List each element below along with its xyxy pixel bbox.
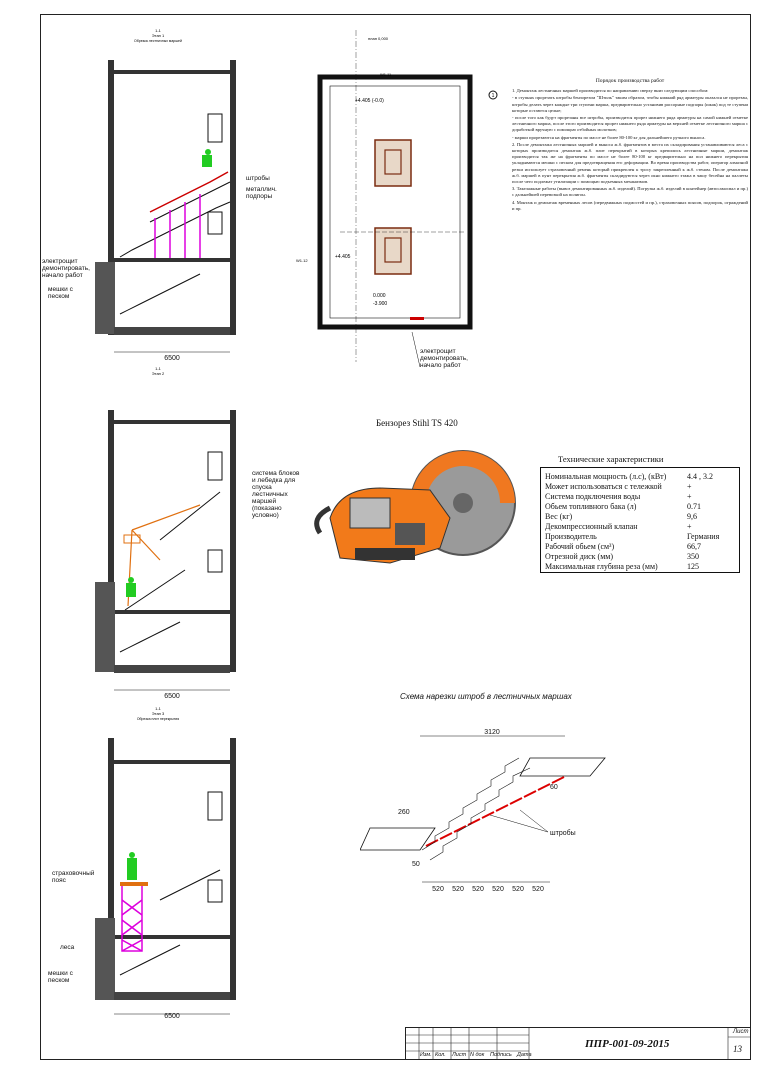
section-2-sub: Этап 2 xyxy=(151,371,165,376)
tb-col-kol: Кол. xyxy=(435,1052,446,1058)
section-3-label-belt: страховочный пояс xyxy=(52,870,95,884)
procedure-p6: 3. Такелажные работы (вывоз демонтированных ж.б. изделий). Погрузка ж.б. изделий в контейнер (автосамосвал и пр.) с дальнейшей перевозкой на полигон. xyxy=(512,186,748,198)
spec-key: Отрезной диск (мм) xyxy=(545,552,613,561)
scheme-dim-top: 3120 xyxy=(484,729,500,736)
plan-title: план 0,000 xyxy=(367,36,389,41)
sheet-label: Лист xyxy=(733,1029,749,1035)
procedure-p7: 4. Монтаж и демонтаж временных лесов (передвижных подмостей и пр.), страховочных поясов, подпорок, ограждений и пр. xyxy=(512,199,748,211)
plan-label-shield: электрощит демонтировать, начало работ xyxy=(420,348,468,369)
spec-val: 4.4 , 3.2 xyxy=(687,472,713,481)
spec-key: Декомпрессионный клапан xyxy=(545,522,638,531)
scheme-dim-left: 260 xyxy=(398,809,410,816)
plan-mark-0: 0.000 xyxy=(373,293,386,299)
spec-val: + xyxy=(687,492,692,501)
spec-key: Рабочий обьем (см³) xyxy=(545,542,615,551)
section-1-drawing xyxy=(40,22,260,367)
spec-row xyxy=(545,512,735,522)
tb-col-izm: Изм. xyxy=(420,1052,432,1058)
section-1-title: 1-1 xyxy=(155,28,161,33)
section-1-desc: Обрезка лестничных маршей xyxy=(134,39,182,43)
scheme-dim-bottom-5: 520 xyxy=(512,886,524,893)
section-1-label-podpory: металлич. подпоры xyxy=(246,186,277,200)
tb-col-data: Дата xyxy=(517,1052,532,1058)
plan-axis-1: 1 xyxy=(491,93,495,99)
plan-mark-top: +4.405 (-0.0) xyxy=(355,98,384,104)
spec-row xyxy=(545,472,735,482)
sheet-number: 13 xyxy=(733,1044,742,1054)
tb-col-podpis: Подпись xyxy=(490,1052,512,1058)
spec-val: 0.71 xyxy=(687,502,701,511)
scheme-dim-60: 60 xyxy=(550,784,558,791)
work-procedure xyxy=(512,78,748,213)
section-3-label-scaffold: леса xyxy=(60,944,75,951)
section-1-sub: Этап 1 xyxy=(151,33,165,38)
section-3-label-sand: мешки с песком xyxy=(48,970,73,984)
stair-cut-scheme xyxy=(360,710,620,900)
plan-axis-w112: W1.12 xyxy=(296,258,308,263)
spec-row xyxy=(545,492,735,502)
spec-row xyxy=(545,522,735,532)
tb-col-list: Лист xyxy=(452,1052,467,1058)
section-3-title: 1-1 xyxy=(155,706,161,711)
scheme-dim-50: 50 xyxy=(412,861,420,868)
section-1-width: 6500 xyxy=(164,355,180,362)
spec-key: Производитель xyxy=(545,532,597,541)
spec-key: Вес (кг) xyxy=(545,512,573,521)
procedure-title: Порядок производства работ xyxy=(595,78,665,84)
spec-row xyxy=(545,562,735,572)
spec-key: Номинальная мощность (л.с), (кВт) xyxy=(545,472,667,481)
scheme-label-shtroby: штробы xyxy=(550,830,576,837)
procedure-p3: - после того как будут прорезаны все штробы, производится прорез нижнего ряда арматуры на самой нижней отметке лестничного марша, после этого производится прорез нижнего ряда арматуры на верхней отметке лестничного марша с доработкой вручную с помощью отбойных молотков; xyxy=(512,115,748,133)
spec-val: + xyxy=(687,482,692,491)
section-2-title: 1-1 xyxy=(155,366,161,371)
procedure-p4: - марши прорезаются на фрагменты по массе не более 80-100 кг для дальнейшего ручного выноса. xyxy=(512,134,706,140)
section-1-label-shtroby: штробы xyxy=(246,175,270,182)
spec-key: Максимальная глубина реза (мм) xyxy=(545,562,658,571)
document-code: ППР-001-09-2015 xyxy=(585,1038,670,1050)
spec-key: Обьем топливного бака (л) xyxy=(545,502,637,511)
scheme-dim-bottom-4: 520 xyxy=(492,886,504,893)
procedure-p5: 2. После демонтажа лестничных маршей и выноса ж.б. фрагментов в места их складирования устанавливаются леса с которых производится демонтаж ж.б. плит перекрытий в которых крепились лестничные марши, демонтаж производится так же на фрагменты по массе не более 80-100 кг предварительно на пол нижнего перекрытия укладываются мешки с песком для предотвращения его деформации. Во время производства работ, оператор алмазной резки использует страховочный ремень который прикреплен к тросу закрепленный к ж.б. стенам. После демонтажа ж.б. маршей в пунт перекрытия ж.б. фрагменты складируются через окно нижнего этажа в чашу бесейна на паллеты после чего подлежат утилизации с помощью подъемных механизмов. xyxy=(512,141,748,185)
spec-row xyxy=(545,552,735,562)
plan-mark-neg: -3.900 xyxy=(373,301,388,307)
spec-val: Германия xyxy=(687,532,720,541)
section-2-label-hoist: система блоков и лебедка для спуска лестничных маршей (показано условно) xyxy=(252,470,300,519)
spec-key: Система подключения воды xyxy=(545,492,641,501)
procedure-p2: - в ступнях прорезать штробы бензорезом "Штиль" таким образом, чтобы нижний ряд арматуры оказался не прорезан, штробы делать через каждые три ступени марша, предварительно установив рассорные подпоры (ижак) под те ступени которые остаются целые; xyxy=(512,95,748,113)
spec-row xyxy=(545,532,735,542)
spec-val: 125 xyxy=(687,562,699,571)
spec-row xyxy=(545,502,735,512)
tb-col-ndok: N док xyxy=(470,1052,485,1058)
scheme-dim-bottom-2: 520 xyxy=(452,886,464,893)
section-2-width: 6500 xyxy=(164,693,180,700)
section-1-label-shield: электрощит демонтировать, начало работ xyxy=(42,258,90,279)
saw-illustration xyxy=(300,448,520,588)
floor-plan-drawing xyxy=(280,22,510,367)
scheme-title: Схема нарезки штроб в лестничных маршах xyxy=(400,692,572,701)
spec-val: 66,7 xyxy=(687,542,701,551)
spec-row xyxy=(545,542,735,552)
procedure-p1: 1. Демонтаж лестничных маршей производится по направлению сверху вниз следующим способом: xyxy=(512,88,709,94)
section-2-drawing xyxy=(40,360,260,700)
scheme-dim-bottom-1: 520 xyxy=(432,886,444,893)
spec-row xyxy=(545,482,735,492)
scheme-dim-bottom-3: 520 xyxy=(472,886,484,893)
section-3-sub: Этап 3 xyxy=(151,711,165,716)
plan-axis-w111: W1.11 xyxy=(380,72,392,77)
section-3-desc: Обрезка плит перекрытия xyxy=(136,717,180,721)
specs-table xyxy=(540,467,740,573)
section-1-label-sand: мешки с песком xyxy=(48,286,73,300)
saw-title: Бензорез Stihl TS 420 xyxy=(376,418,458,428)
plan-mark-mid: +4.405 xyxy=(335,254,351,260)
spec-val: + xyxy=(687,522,692,531)
specs-title: Технические характеристики xyxy=(558,454,664,464)
scheme-dim-bottom-6: 520 xyxy=(532,886,544,893)
spec-val: 9,6 xyxy=(687,512,697,521)
section-3-width: 6500 xyxy=(164,1013,180,1020)
spec-key: Может использоваться с тележкой xyxy=(545,482,662,491)
spec-val: 350 xyxy=(687,552,699,561)
